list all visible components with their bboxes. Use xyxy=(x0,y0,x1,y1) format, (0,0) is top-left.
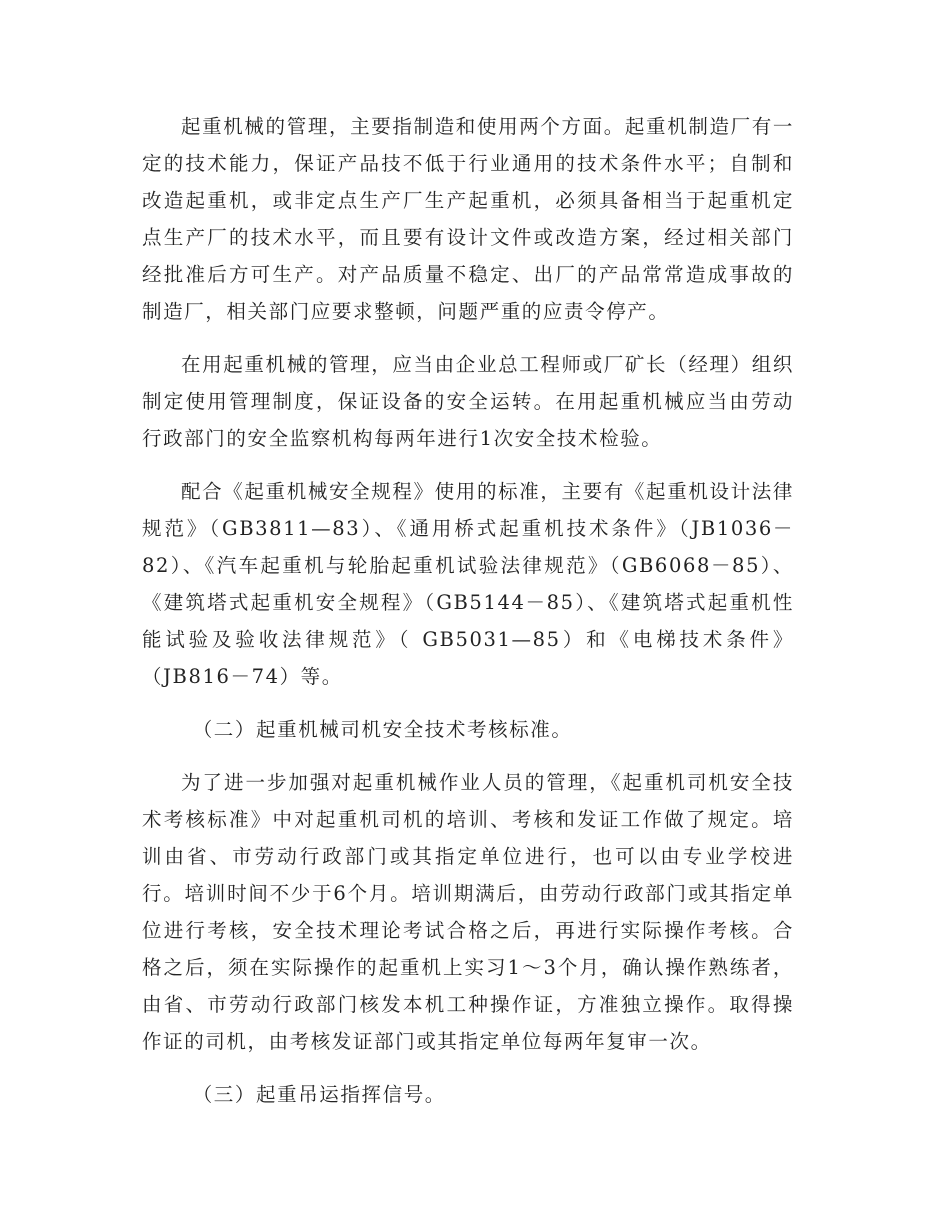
paragraph-operator-training: 为了进一步加强对起重机械作业人员的管理，《起重机司机安全技术考核标准》中对起重机司机的培训、考核和发证工作做了规定。培训由省、市劳动行政部门或其指定单位进行，也可以由专业学校进行。培训时间不少于6个月。培训期满后，由劳动行政部门或其指定单位进行考核，安全技术理论考试合格之后，再进行实际操作考核。合格之后，须在实际操作的起重机上实习1～3个月，确认操作熟练者，由省、市劳动行政部门核发本机工种操作证，方准独立操作。取得操作证的司机，由考核发证部门或其指定单位每两年复审一次。 xyxy=(142,771,794,1053)
document-body xyxy=(142,108,794,1129)
section-heading-command-signals: （三）起重吊运指挥信号。 xyxy=(192,1083,446,1106)
section-heading-operator-assessment: （二）起重机械司机安全技术考核标准。 xyxy=(192,718,573,741)
paragraph-in-use-crane-management: 在用起重机械的管理，应当由企业总工程师或厂矿长（经理）组织制定使用管理制度，保证设备的安全运转。在用起重机械应当由劳动行政部门的安全监察机构每两年进行1次安全技术检验。 xyxy=(142,353,794,450)
paragraph-related-standards: 配合《起重机械安全规程》使用的标准，主要有《起重机设计法律规范》（GB3811—83）、《通用桥式起重机技术条件》（JB1036－82）、《汽车起重机与轮胎起重机试验法律规范》（GB6068－85）、《建筑塔式起重机安全规程》（GB5144－85）、《建筑塔式起重机性能试验及验收法律规范》（ GB5031—85）和《电梯技术条件》（JB816－74）等。 xyxy=(142,480,794,688)
paragraph-crane-management: 起重机械的管理，主要指制造和使用两个方面。起重机制造厂有一定的技术能力，保证产品技不低于行业通用的技术条件水平；自制和改造起重机，或非定点生产厂生产起重机，必须具备相当于起重机定点生产厂的技术水平，而且要有设计文件或改造方案，经过相关部门经批准后方可生产。对产品质量不稳定、出厂的产品常常造成事故的制造厂，相关部门应要求整顿，问题严重的应责令停产。 xyxy=(142,115,794,323)
